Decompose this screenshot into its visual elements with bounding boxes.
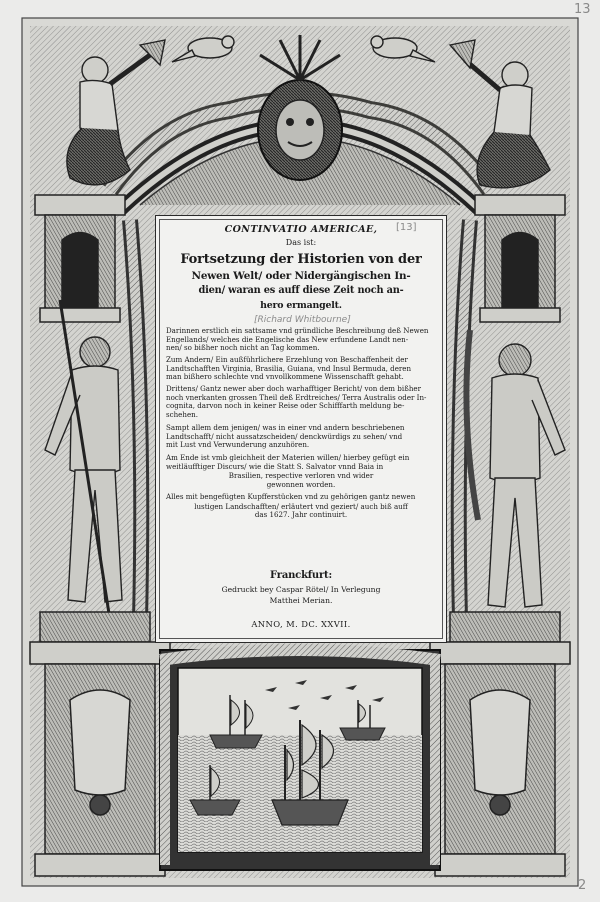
paragraph-4-line1: Sampt allem dem jenigen/ was in einer vnd andern beschriebenen (166, 423, 405, 432)
paragraph-1-line1: Darinnen erstlich ein sattsame vnd gründliche Beschreibung deß Newen (166, 326, 429, 335)
paragraph-2-line3: man bißhero schlechte vnd vnvollkommene Wissenschafft gehabt. (166, 372, 404, 382)
corner-number-top: 13 (574, 2, 591, 17)
paragraph-3-line3: cognita, darvon noch in keiner Reise oder Schifffarth meldung be- (166, 401, 405, 411)
paragraph-4-line2: Landtschafft/ nicht aussatzscheiden/ denckwürdigs zu sehen/ vnd (166, 431, 403, 441)
subtitle-latin: CONTINVATIO AMERICAE, (224, 224, 378, 235)
title-cartouche (155, 215, 447, 643)
pedestal-left (30, 642, 170, 876)
paragraph-5-line1: Am Ende ist vmb gleichheit der Materien willen/ hierbey gefügt ein (166, 453, 410, 462)
das-ist: Das ist: (285, 238, 317, 247)
paragraph-3-line4: schehen. (166, 409, 198, 419)
corner-number-bottom: 2 (578, 878, 587, 893)
paragraph-4-line3: mit Lust vnd Verwunderung anzuhören. (166, 440, 310, 450)
paragraph-6-line1: Alles mit bengefügten Kupfferstücken vnd zu gehörigen gantz newen (166, 492, 416, 501)
paragraph-5-line2: weitläufftiger Discurs/ wie die Statt S. Salvator vnnd Baia in (166, 461, 384, 471)
imprint-printer: Gedruckt bey Caspar Rötel/ In Verlegung (221, 585, 381, 594)
main-title-line2: Newen Welt/ oder Nidergängischen In- (191, 270, 411, 282)
main-title-line3: dien/ waran es auff diese Zeit noch an- (198, 285, 404, 296)
turret-left (35, 195, 125, 322)
paragraph-6-line2: lustigen Landschafften/ erläutert vnd geziert/ auch biß auff (194, 501, 408, 511)
paragraph-5-line3: Brasilien, respective verloren vnd wider (228, 471, 374, 481)
pedestal-right (430, 642, 570, 876)
paragraph-6-line3: das 1627. Jahr continuirt. (254, 510, 348, 520)
pencil-number: [13] (396, 222, 417, 233)
imprint-year: ANNO, M. DC. XXVII. (251, 619, 351, 629)
paragraph-1-line3: nen/ so bißher noch nicht an Tag kommen. (166, 343, 320, 353)
main-title-line4: hero ermangelt. (260, 300, 342, 311)
paragraph-1-line2: Engellands/ welches die Engelische das New erfundene Landt nen- (166, 334, 409, 344)
imprint-publisher: Matthei Merian. (269, 596, 333, 605)
main-title-line1: Fortsetzung der Historien von der (180, 252, 422, 267)
paragraph-2-line2: Landtschafften Virginia, Brasilia, Guiana, vnd Insul Bermuda, deren (166, 363, 412, 373)
pencil-author: [Richard Whitbourne] (254, 315, 351, 325)
turret-right (475, 195, 565, 322)
paragraph-3-line2: noch vnerkanten grossen Theil deß Erdtreiches/ Terra Australis oder In- (166, 392, 427, 402)
paragraph-2-line1: Zum Andern/ Ein außführlichere Erzehlung von Beschaffenheit der (166, 355, 408, 364)
paragraph-5-line4: gewonnen worden. (266, 479, 336, 489)
imprint-city: Franckfurt: (270, 570, 332, 581)
paragraph-3-line1: Drittens/ Gantz newer aber doch warhafftiger Bericht/ von dem bißher (166, 384, 421, 393)
